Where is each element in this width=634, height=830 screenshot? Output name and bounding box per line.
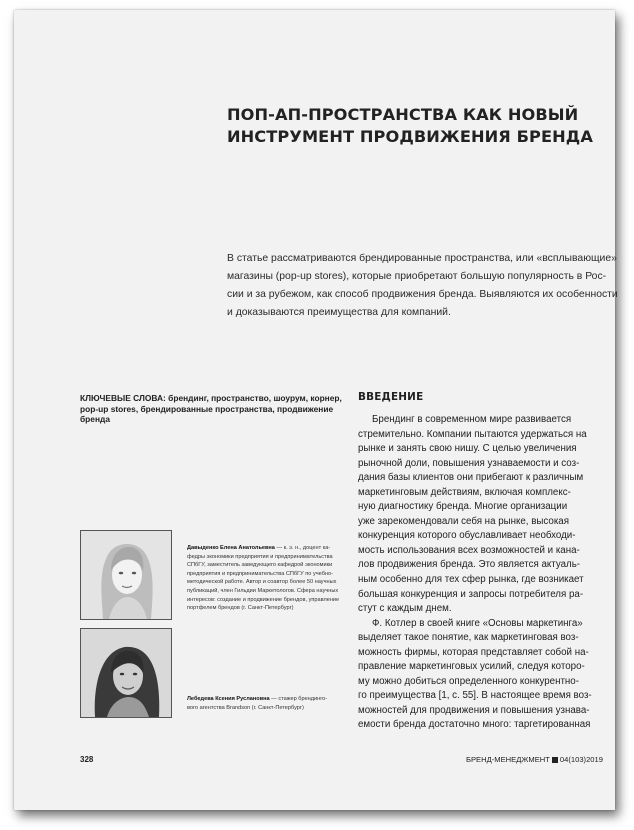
bio-line: портфелем брендов (г. Санкт-Петербург)	[187, 605, 294, 612]
body-line: рыночной доли, повышения узнаваемости и соз-	[358, 457, 580, 469]
body-line: стут с каждым днем.	[358, 603, 452, 615]
body-line: стремительно. Компании пытаются удержаться на	[358, 428, 587, 440]
author-name: Давыденко Елена Анатольевна	[187, 545, 275, 551]
square-bullet-icon	[552, 757, 558, 763]
bio-text: — к. э. н., доцент ка-	[274, 545, 331, 551]
abstract-line: В статье рассматриваются брендированные пространства, или «всплывающие»	[227, 253, 617, 264]
body-line: можность фирмы, которая представляет собой на-	[358, 646, 589, 658]
article-body	[358, 413, 600, 733]
body-line: го преимущества [1, с. 55]. В настоящее время воз-	[358, 690, 592, 702]
author-photo-lebedeva	[80, 628, 172, 718]
author-bio-lebedeva	[187, 695, 345, 712]
bio-line: методической работе. Автор и соавтор более 50 научных	[187, 579, 337, 586]
bio-line: предприятия и предпринимательства СПбГУ по учебно-	[187, 570, 333, 577]
body-line: Брендинг в современном мире развивается	[372, 414, 572, 425]
abstract-line: и доказываются преимущества для компаний.	[227, 307, 451, 318]
author-portrait-image	[81, 629, 171, 717]
article-abstract	[227, 250, 618, 322]
keywords-line: pop-up stores, брендированные пространства, продвижение	[80, 403, 334, 414]
body-line: лов продвижения бренда. Это является актуаль-	[358, 559, 581, 571]
bio-line: вого агентства Brandson (г. Санкт-Петербург)	[187, 704, 304, 711]
author-portrait-image	[81, 531, 171, 619]
body-line: ным особенно для тех сфер рынка, где возникает	[358, 574, 584, 586]
body-line: конкуренция которого обуславливает необходи-	[358, 530, 576, 542]
keywords-line: КЛЮЧЕВЫЕ СЛОВА: брендинг, пространство, шоурум, корнер,	[80, 393, 342, 403]
body-line: дания базы клиентов они прибегают к различным	[358, 472, 584, 484]
bio-line	[187, 695, 345, 704]
keywords-line: бренда	[80, 414, 110, 424]
title-line: ПОП-АП-ПРОСТРАНСТВА КАК НОВЫЙ	[227, 105, 579, 124]
body-line: мость использования всех возможностей и кана-	[358, 544, 580, 556]
journal-page	[14, 10, 618, 810]
body-line: можностей для продвижения и повышения узнава-	[358, 704, 590, 716]
section-heading: ВВЕДЕНИЕ	[358, 391, 424, 403]
bio-text: — стажер брендинго-	[269, 696, 328, 702]
abstract-line: сии и за рубежом, как способ продвижения бренда. Выявляются их особенности	[227, 289, 618, 300]
body-line: маркетинговым действиям, включая комплекс-	[358, 486, 571, 498]
body-line: Ф. Котлер в своей книге «Основы маркетинга»	[372, 617, 583, 629]
body-line: правление маркетинговых усилий, следуя которо-	[358, 661, 585, 673]
bio-line: федры экономики предприятия и предпринимательства	[187, 553, 333, 560]
journal-name: БРЕНД-МЕНЕДЖМЕНТ	[466, 755, 550, 764]
body-line: уже зарекомендовали себя на рынке, высокая	[358, 515, 570, 527]
keywords-block	[80, 393, 342, 425]
body-line: рынке и занять свою нишу. С целью увеличения	[358, 443, 577, 455]
journal-issue: 04(103)2019	[559, 755, 603, 764]
author-name: Лебедева Ксения Руслановна	[187, 696, 270, 702]
body-line: ную диагностику бренда. Многие организации	[358, 501, 568, 513]
author-photo-davydenko	[80, 530, 172, 620]
author-bio-davydenko	[187, 544, 345, 613]
bio-line	[187, 544, 345, 553]
bio-line: интересов: создание и продвижение брендов, управление	[187, 596, 340, 603]
journal-footer	[466, 755, 603, 764]
body-line: му можно добиться определенного конкурентно-	[358, 675, 579, 687]
article-title	[227, 104, 593, 148]
body-line: большая конкуренция и запросы потребителя ра-	[358, 588, 584, 600]
body-line: емости бренда достаточно много: таргетированная	[358, 719, 591, 731]
page-number: 328	[80, 755, 94, 764]
bio-line: СПбГУ, заместитель заведующего кафедрой экономики	[187, 562, 333, 569]
abstract-line: магазины (pop-up stores), которые приобретают большую популярность в Рос-	[227, 271, 607, 282]
title-line: ИНСТРУМЕНТ ПРОДВИЖЕНИЯ БРЕНДА	[227, 127, 593, 146]
bio-line: публикаций, член Гильдии Маркетологов. Сфера научных	[187, 587, 339, 594]
body-line: выделяет такое понятие, как маркетинговая воз-	[358, 632, 579, 644]
